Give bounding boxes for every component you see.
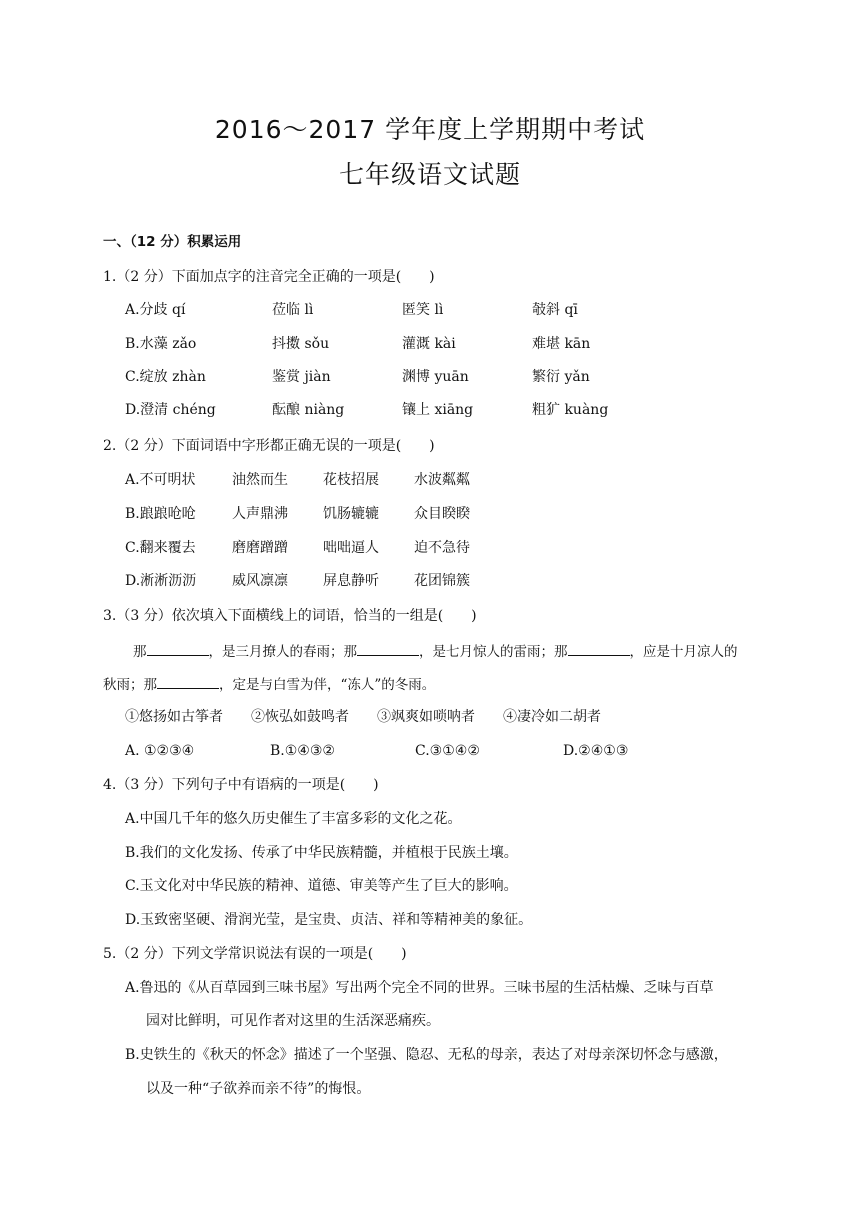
option-line: B.我们的文化发扬、传承了中华民族精髓，并植根于民族土壤。 <box>125 845 518 861</box>
question-4-stem: 4.（3 分）下列句子中有语病的一项是( ) <box>103 777 379 793</box>
passage-text: 秋雨；那 <box>103 677 157 693</box>
option-cell: A.分歧 qí <box>125 302 186 318</box>
answer-option: B.①④③② <box>270 743 335 759</box>
option-cell: D.淅淅沥沥 <box>125 573 197 589</box>
fill-blank[interactable] <box>147 640 209 656</box>
question-3-stem: 3.（3 分）依次填入下面横线上的词语，恰当的一组是( ) <box>103 608 477 624</box>
question-3-choices: ①悠扬如古筝者 ②恢弘如鼓鸣者 ③飒爽如唢呐者 ④凄冷如二胡者 <box>125 709 601 725</box>
option-cell: D.澄清 chéng <box>125 402 216 418</box>
option-cell: 磨磨蹭蹭 <box>232 540 288 556</box>
exam-title: 2016～2017 学年度上学期期中考试 <box>214 115 646 144</box>
option-cell: 咄咄逼人 <box>323 540 379 556</box>
option-line: A.鲁迅的《从百草园到三味书屋》写出两个完全不同的世界。三味书屋的生活枯燥、乏味与百草 <box>125 980 714 996</box>
option-cell: 水波粼粼 <box>414 472 470 488</box>
option-cell: 莅临 lì <box>272 302 314 318</box>
option-cell: 众目睽睽 <box>414 506 470 522</box>
option-cell: 花枝招展 <box>323 472 379 488</box>
option-cell: 威风凛凛 <box>232 573 288 589</box>
option-cell: 鉴赏 jiàn <box>272 369 331 385</box>
option-cell: 粗犷 kuàng <box>532 402 609 418</box>
option-cell: 抖擞 sǒu <box>272 336 330 352</box>
question-5-stem: 5.（2 分）下列文学常识说法有误的一项是( ) <box>103 946 407 962</box>
option-cell: A.不可明状 <box>125 472 196 488</box>
option-cell: 迫不急待 <box>414 540 470 556</box>
option-cell: 渊博 yuān <box>402 369 469 385</box>
option-line: A.中国几千年的悠久历史催生了丰富多彩的文化之花。 <box>125 811 462 827</box>
fill-blank[interactable] <box>568 640 630 656</box>
option-cell: 匿笑 lì <box>402 302 444 318</box>
fill-blank[interactable] <box>157 673 219 689</box>
question-2-stem: 2.（2 分）下面词语中字形都正确无误的一项是( ) <box>103 438 435 454</box>
option-cell: 灌溉 kài <box>402 336 456 352</box>
answer-option: A. ①②③④ <box>125 743 195 759</box>
option-cell: 花团锦簇 <box>414 573 470 589</box>
option-cell: 屏息静听 <box>323 573 379 589</box>
passage-text: ，是七月惊人的雷雨；那 <box>419 644 568 660</box>
option-cell: C.翻来覆去 <box>125 540 196 556</box>
section-heading: 一、（12 分）积累运用 <box>103 234 242 250</box>
question-3-passage-line1 <box>133 640 738 662</box>
passage-text: ，应是十月凉人的 <box>629 644 738 660</box>
option-cell: 攲斜 qī <box>532 302 578 318</box>
option-cell: 繁衍 yǎn <box>532 369 590 385</box>
option-cell: 油然而生 <box>232 472 288 488</box>
passage-text: ，是三月撩人的春雨；那 <box>208 644 357 660</box>
option-cell: B.水藻 zǎo <box>125 336 197 352</box>
answer-option: D.②④①③ <box>563 743 629 759</box>
option-cell: 难堪 kān <box>532 336 591 352</box>
option-line-continued: 以及一种“子欲养而亲不待”的悔恨。 <box>146 1081 371 1097</box>
option-cell: 人声鼎沸 <box>232 506 288 522</box>
question-3-passage-line2 <box>103 673 435 695</box>
option-cell: B.踉踉呛呛 <box>125 506 196 522</box>
option-line: B.史铁生的《秋天的怀念》描述了一个坚强、隐忍、无私的母亲，表达了对母亲深切怀念与感激， <box>125 1047 728 1063</box>
exam-subtitle: 七年级语文试题 <box>338 160 521 189</box>
option-cell: 饥肠辘辘 <box>323 506 379 522</box>
option-cell: 酝酿 niàng <box>272 402 345 418</box>
option-line: D.玉致密坚硬、滑润光莹，是宝贵、贞洁、祥和等精神美的象征。 <box>125 912 533 928</box>
option-line-continued: 园对比鲜明，可见作者对这里的生活深恶痛疾。 <box>146 1013 440 1029</box>
passage-text: 那 <box>133 644 147 660</box>
option-cell: C.绽放 zhàn <box>125 369 206 385</box>
question-1-stem: 1.（2 分）下面加点字的注音完全正确的一项是( ) <box>103 269 435 285</box>
fill-blank[interactable] <box>357 640 419 656</box>
option-line: C.玉文化对中华民族的精神、道德、审美等产生了巨大的影响。 <box>125 878 518 894</box>
option-cell: 镶上 xiāng <box>402 402 474 418</box>
passage-text: ，定是与白雪为伴，“冻人”的冬雨。 <box>219 677 436 693</box>
answer-option: C.③①④② <box>415 743 480 759</box>
